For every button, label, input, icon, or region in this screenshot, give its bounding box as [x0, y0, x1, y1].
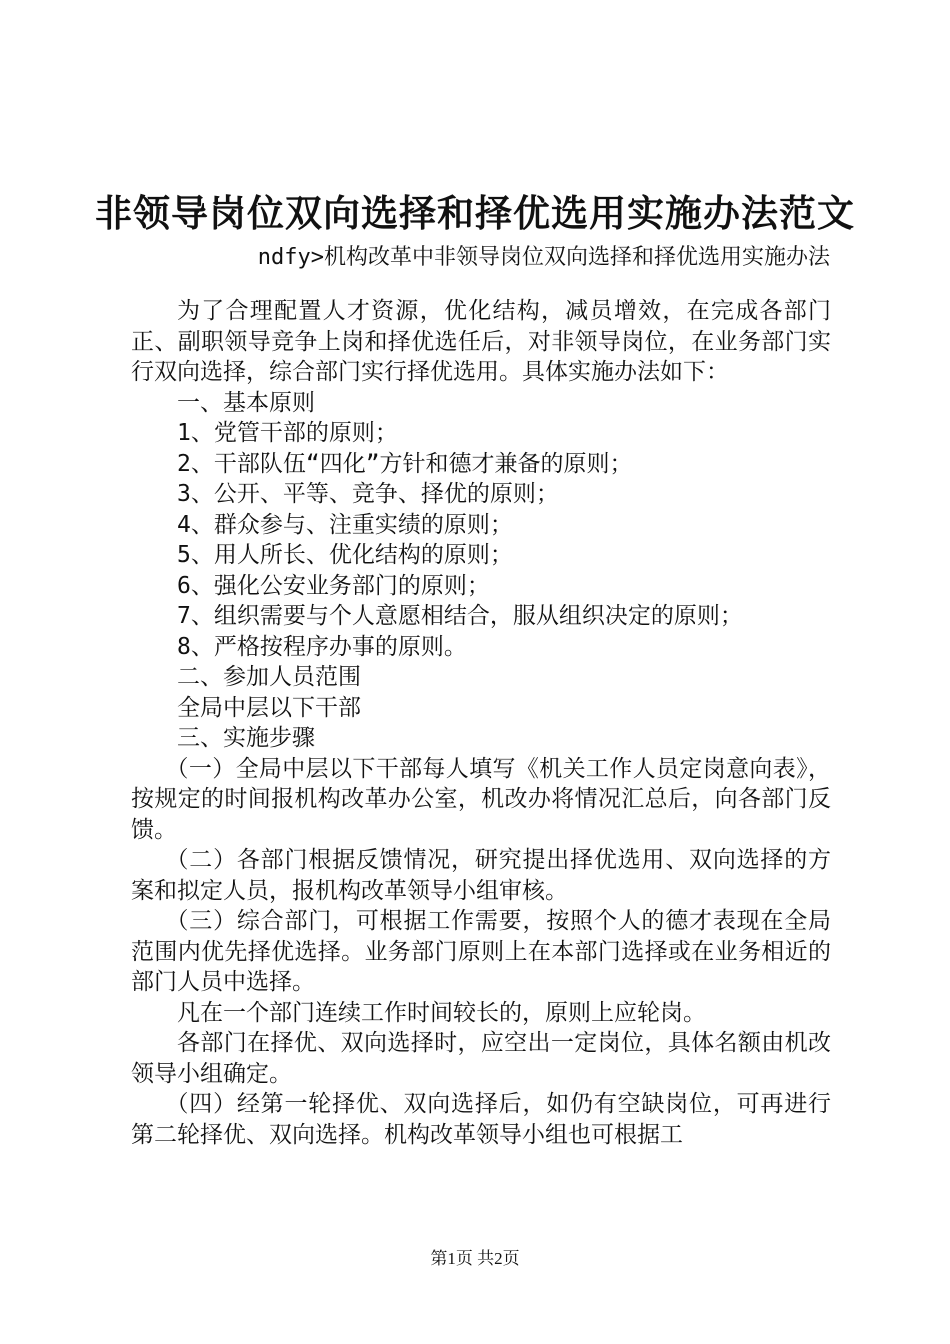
page-number: 第1页 共2页	[430, 1249, 520, 1268]
principle-item: 4、群众参与、注重实绩的原则；	[177, 511, 513, 538]
section-heading-steps: 三、实施步骤	[177, 725, 315, 751]
document-body	[131, 296, 831, 1150]
principle-item: 5、用人所长、优化结构的原则；	[177, 542, 513, 568]
principle-item: 7、组织需要与个人意愿相结合，服从组织决定的原则；	[177, 603, 743, 629]
step-paragraph: （一）全局中层以下干部每人填写《机关工作人员定岗意向表》，按规定的时间报机构改革办公室，机改办将情况汇总后，向各部门反馈。	[131, 755, 831, 843]
principle-item: 3、公开、平等、竞争、择优的原则；	[177, 481, 559, 507]
section-heading-principles: 一、基本原则	[177, 389, 315, 416]
step-paragraph: （二）各部门根据反馈情况，研究提出择优选用、双向选择的方案和拟定人员，报机构改革领导小组审核。	[131, 847, 831, 904]
step-paragraph: 凡在一个部门连续工作时间较长的，原则上应轮岗。	[177, 999, 706, 1026]
intro-paragraph: 为了合理配置人才资源，优化结构，减员增效，在完成各部门正、副职领导竞争上岗和择优选任后，对非领导岗位，在业务部门实行双向选择，综合部门实行择优选用。具体实施办法如下：	[131, 298, 831, 385]
section-heading-scope: 二、参加人员范围	[177, 664, 361, 690]
scope-text: 全局中层以下干部	[177, 694, 361, 721]
document-title: 非领导岗位双向选择和择优选用实施办法范文	[95, 191, 855, 235]
step-paragraph: 各部门在择优、双向选择时，应空出一定岗位，具体名额由机改领导小组确定。	[131, 1030, 831, 1087]
principle-item: 6、强化公安业务部门的原则；	[177, 572, 490, 599]
principle-item: 2、干部队伍“四化”方针和德才兼备的原则；	[177, 450, 633, 477]
step-paragraph: （三）综合部门，可根据工作需要，按照个人的德才表现在全局范围内优先择优选择。业务部门原则上在本部门选择或在业务相近的部门人员中选择。	[131, 908, 831, 995]
principle-item: 8、严格按程序办事的原则。	[177, 633, 467, 660]
document-subtitle: ndfy>机构改革中非领导岗位双向选择和择优选用实施办法	[257, 245, 830, 270]
step-paragraph: （四）经第一轮择优、双向选择后，如仍有空缺岗位，可再进行第二轮择优、双向选择。机构改革领导小组也可根据工	[131, 1091, 831, 1148]
principle-item: 1、党管干部的原则；	[177, 420, 398, 446]
